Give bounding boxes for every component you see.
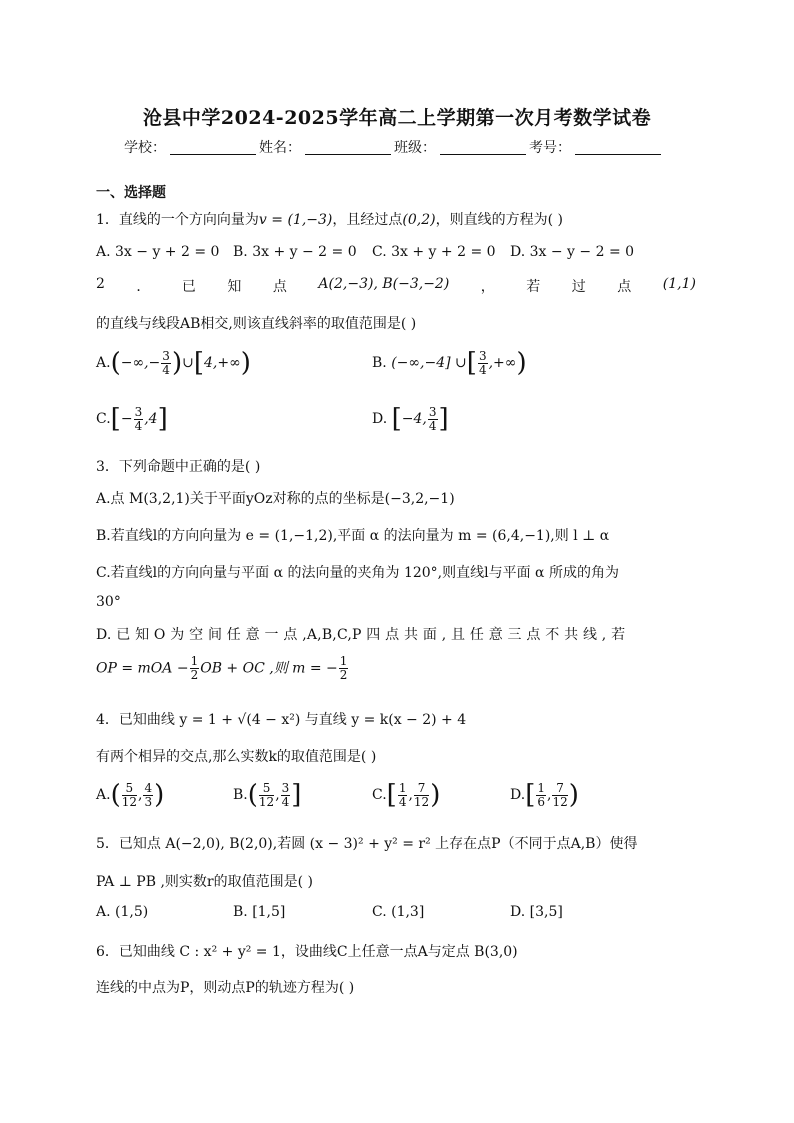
question-2-line1: 2 ． 已 知 点 A(2,−3), B(−3,−2) ， 若 过 点 (1,1) (96, 276, 696, 295)
question-3: 3．下列命题中正确的是( ) (96, 459, 261, 475)
student-info-row (124, 137, 664, 157)
q3-option-c-line2: 30° (96, 594, 121, 610)
question-1: 1．直线的一个方向向量为v = (1,−3)，且经过点(0,2)，则直线的方程为( ) (96, 212, 563, 228)
q3-option-c-line1: C.若直线l的方向向量与平面 α 的法向量的夹角为 120°,则直线l与平面 α 所成的角为 (96, 565, 619, 581)
question-2-line2: 的直线与线段AB相交,则该直线斜率的取值范围是( ) (96, 316, 417, 332)
class-label: 班级： (394, 140, 436, 156)
q4-option-a: A.( $\frac{5}{12}$ , $\frac{4}{3}$ ) (96, 780, 165, 810)
q2-option-d: D. [−4, $\frac{3}{4}$ ] (372, 404, 449, 434)
q1-option-a: A. 3x − y + 2 = 0 (96, 244, 220, 260)
q4-option-d: D.[ $\frac{1}{6}$ , $\frac{7}{12}$ ) (510, 780, 579, 810)
q4-option-c: C.[ $\frac{1}{4}$ , $\frac{7}{12}$ ) (372, 780, 441, 810)
q1-option-b: B. 3x + y − 2 = 0 (233, 244, 357, 260)
question-4: 4．已知曲线 y = 1 + √(4 − x²) 与直线 y = k(x − 2) + 4 (96, 712, 467, 728)
question-6: 6．已知曲线 C : x² + y² = 1，设曲线C上任意一点A与定点 B(3,0) (96, 944, 518, 960)
q5-option-a: A. (1,5) (96, 904, 149, 920)
q5-option-b: B. [1,5] (233, 904, 286, 920)
q1-option-d: D. 3x − y − 2 = 0 (510, 244, 635, 260)
question-4-line2: 有两个相异的交点,那么实数k的取值范围是( ) (96, 749, 377, 765)
q1-vector: v = (1,−3) (258, 212, 333, 228)
q2-option-a: A.(−∞,− $\frac{3}{4}$ )∪[4,+∞) (96, 348, 251, 378)
q2-option-c: C.[− $\frac{3}{4}$ ,4] (96, 404, 168, 434)
number-label: 考号： (529, 140, 571, 156)
question-6-line2: 连线的中点为P，则动点P的轨迹方程为( ) (96, 980, 355, 996)
name-label: 姓名： (259, 140, 301, 156)
q3-option-d-line2: OP = mOA − $\frac{1}{2}$ OB + OC ,则 m = − $\frac{1}{2}$ (96, 654, 348, 682)
q1-option-c: C. 3x + y + 2 = 0 (372, 244, 496, 260)
number-blank (575, 140, 661, 155)
q3-option-a: A.点 M(3,2,1)关于平面yOz对称的点的坐标是(−3,2,−1) (96, 491, 455, 507)
question-5: 5．已知点 A(−2,0), B(2,0),若圆 (x − 3)² + y² = r² 上存在点P（不同于点A,B）使得 (96, 836, 638, 852)
question-5-line2: PA ⊥ PB ,则实数r的取值范围是( ) (96, 874, 313, 890)
section-heading: 一、选择题 (96, 185, 166, 201)
q5-option-d: D. [3,5] (510, 904, 563, 920)
q2-option-b: B. (−∞,−4] ∪[ $\frac{3}{4}$ ,+∞) (372, 348, 527, 378)
name-blank (305, 140, 391, 155)
class-blank (440, 140, 526, 155)
q3-option-b: B.若直线l的方向向量为 e = (1,−1,2),平面 α 的法向量为 m = (6,4,−1),则 l ⊥ α (96, 528, 610, 544)
q4-option-b: B.( $\frac{5}{12}$ , $\frac{3}{4}$ ] (233, 780, 302, 810)
school-label: 学校： (124, 140, 166, 156)
school-blank (170, 140, 256, 155)
exam-title: 沧县中学2024-2025学年高二上学期第一次月考数学试卷 (142, 107, 652, 129)
q3-option-d-line1: D. 已 知 O 为 空 间 任 意 一 点 ,A,B,C,P 四 点 共 面 , 且 任 意 三 点 不 共 线 , 若 (96, 627, 626, 643)
q5-option-c: C. (1,3] (372, 904, 425, 920)
